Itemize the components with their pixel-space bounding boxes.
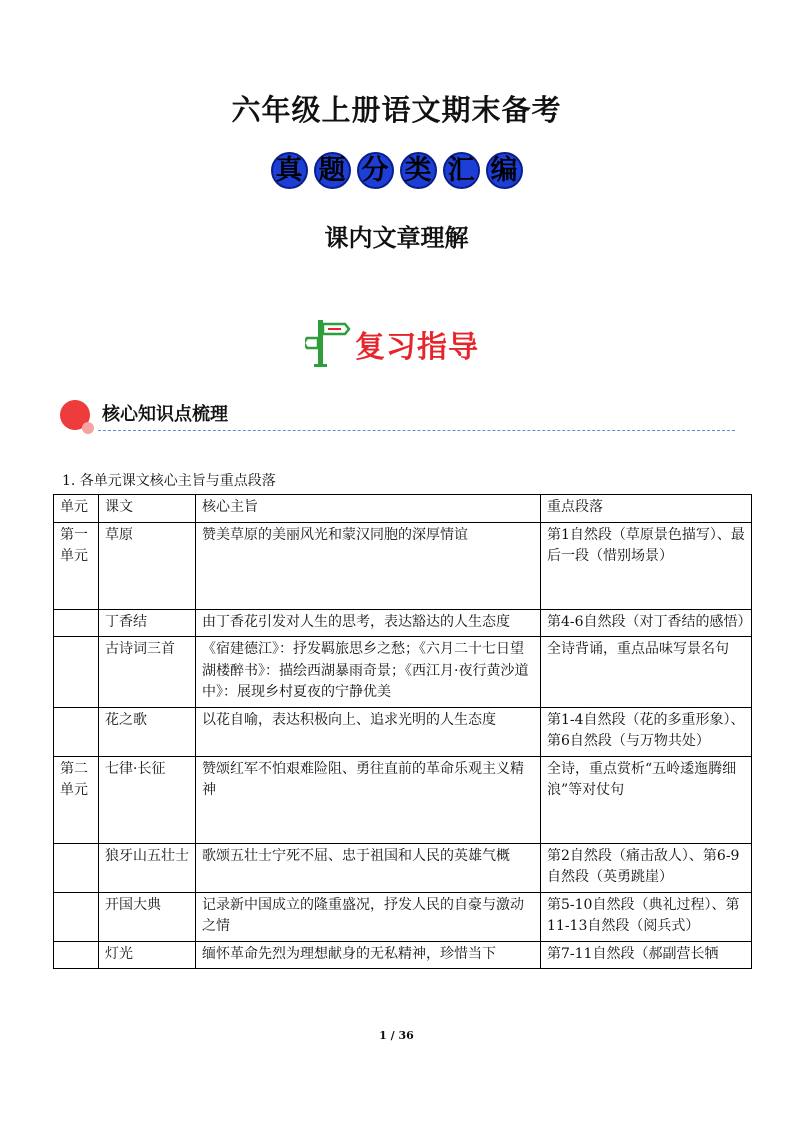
key-cell: 全诗背诵，重点品味写景名句 xyxy=(541,637,752,708)
lesson-cell: 狼牙山五壮士 xyxy=(99,843,196,892)
circle-char: 编 xyxy=(486,152,523,189)
circle-char: 类 xyxy=(400,152,437,189)
page-title: 六年级上册语文期末备考 xyxy=(231,93,562,127)
key-cell: 第1自然段（草原景色描写）、最后一段（惜别场景） xyxy=(541,522,752,609)
content-table xyxy=(53,494,752,969)
unit-cell: 第一单元 xyxy=(54,522,99,609)
unit-cell: 第二单元 xyxy=(54,756,99,843)
review-label: 复习指导 xyxy=(355,330,479,365)
circle-char: 分 xyxy=(357,152,394,189)
key-cell: 第1-4自然段（花的多重形象）、第6自然段（与万物共处） xyxy=(541,707,752,756)
theme-cell: 以花自喻，表达积极向上、追求光明的人生态度 xyxy=(196,707,541,756)
key-cell: 全诗，重点赏析“五岭逶迤腾细浪”等对仗句 xyxy=(541,756,752,843)
table-row xyxy=(54,892,752,941)
key-cell: 第5-10自然段（典礼过程）、第11-13自然段（阅兵式） xyxy=(541,892,752,941)
key-cell: 第4-6自然段（对丁香结的感悟） xyxy=(541,609,752,637)
unit-cell xyxy=(54,637,99,708)
theme-cell: 赞颂红军不怕艰难险阻、勇往直前的革命乐观主义精神 xyxy=(196,756,541,843)
table-row xyxy=(54,756,752,843)
header-cell: 核心主旨 xyxy=(196,495,541,523)
circle-char: 真 xyxy=(271,152,308,189)
table-row xyxy=(54,609,752,637)
header-cell: 单元 xyxy=(54,495,99,523)
key-cell: 第2自然段（痛击敌人）、第6-9自然段（英勇跳崖） xyxy=(541,843,752,892)
circle-title-row xyxy=(0,152,793,189)
theme-cell: 记录新中国成立的隆重盛况，抒发人民的自豪与激动之情 xyxy=(196,892,541,941)
section-heading xyxy=(60,396,735,436)
theme-cell: 由丁香花引发对人生的思考，表达豁达的人生态度 xyxy=(196,609,541,637)
table-row xyxy=(54,941,752,969)
signpost-icon xyxy=(305,316,351,372)
unit-cell xyxy=(54,843,99,892)
header-cell: 重点段落 xyxy=(541,495,752,523)
table-row xyxy=(54,637,752,708)
key-cell: 第7-11自然段（郝副营长牺 xyxy=(541,941,752,969)
heading-dot-small-icon xyxy=(82,422,94,434)
table-header-row xyxy=(54,495,752,523)
table-row xyxy=(54,522,752,609)
theme-cell: 《宿建德江》：抒发羁旅思乡之愁；《六月二十七日望湖楼醉书》：描绘西湖暴雨奇景；《西江月·夜行黄沙道中》：展现乡村夏夜的宁静优美 xyxy=(196,637,541,708)
table-row xyxy=(54,707,752,756)
unit-cell xyxy=(54,609,99,637)
lesson-cell: 花之歌 xyxy=(99,707,196,756)
lesson-cell: 古诗词三首 xyxy=(99,637,196,708)
theme-cell: 缅怀革命先烈为理想献身的无私精神，珍惜当下 xyxy=(196,941,541,969)
unit-cell xyxy=(54,707,99,756)
page-number: 1 / 36 xyxy=(379,1029,414,1042)
circle-char: 汇 xyxy=(443,152,480,189)
table-caption: 1. 各单元课文核心主旨与重点段落 xyxy=(62,473,276,489)
theme-cell: 歌颂五壮士宁死不屈、忠于祖国和人民的英雄气概 xyxy=(196,843,541,892)
circle-char: 题 xyxy=(314,152,351,189)
header-cell: 课文 xyxy=(99,495,196,523)
lesson-cell: 草原 xyxy=(99,522,196,609)
lesson-cell: 灯光 xyxy=(99,941,196,969)
review-banner xyxy=(305,318,479,370)
unit-cell xyxy=(54,892,99,941)
page-subtitle: 课内文章理解 xyxy=(324,224,469,252)
table-row xyxy=(54,843,752,892)
section-label: 核心知识点梳理 xyxy=(102,404,228,425)
theme-cell: 赞美草原的美丽风光和蒙汉同胞的深厚情谊 xyxy=(196,522,541,609)
lesson-cell: 七律·长征 xyxy=(99,756,196,843)
unit-cell xyxy=(54,941,99,969)
dashed-divider xyxy=(98,430,735,431)
lesson-cell: 开国大典 xyxy=(99,892,196,941)
lesson-cell: 丁香结 xyxy=(99,609,196,637)
